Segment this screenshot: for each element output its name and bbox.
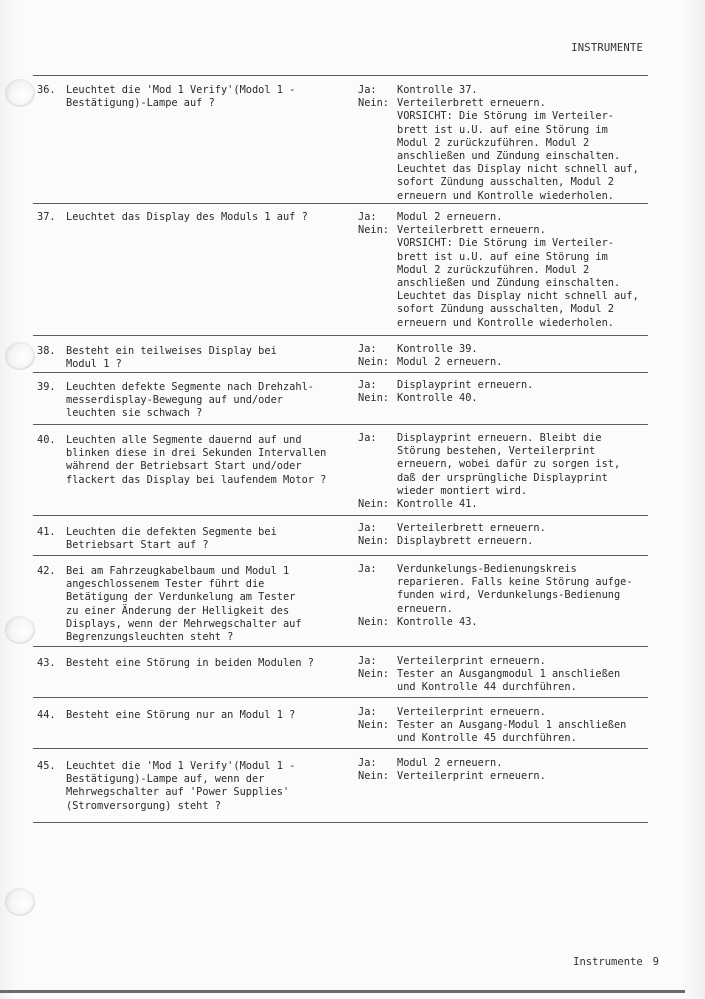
answer-text: Modul 2 erneuern. xyxy=(397,356,503,369)
answer-yes xyxy=(358,379,653,392)
divider xyxy=(33,424,648,425)
answer-label: Ja: xyxy=(358,706,377,718)
answer-text: Tester an Ausgangmodul 1 anschließen und Kontrolle 44 durchführen. xyxy=(397,668,621,694)
answer-label: Ja: xyxy=(358,757,377,769)
question-text: Besteht ein teilweises Display bei Modul 1 ? xyxy=(66,345,277,371)
answer-yes xyxy=(358,432,653,498)
answers xyxy=(358,563,653,629)
question-number: 38. xyxy=(37,345,56,357)
answer-label: Nein: xyxy=(358,498,389,511)
answer-label: Nein: xyxy=(358,356,389,369)
answer-text: Verteilerprint erneuern. xyxy=(397,655,546,667)
page-footer xyxy=(573,956,659,968)
answer-yes xyxy=(358,757,653,770)
answer-label: Ja: xyxy=(358,655,377,667)
answer-text: Verteilerbrett erneuern. VORSICHT: Die Störung im Verteiler- brett ist u.U. auf eine Störung im Modul 2 zurückzuführen. Modul 2 anschließen und Zündung einschalten. Leuchtet das Display nicht schnell auf, sofort Zündung ausschalten, Modul 2 erneuern und Kontrolle wiederholen. xyxy=(397,97,639,202)
question-number: 37. xyxy=(37,211,56,223)
divider xyxy=(33,822,648,823)
answers xyxy=(358,757,653,783)
question-number: 40. xyxy=(37,434,56,446)
question-number: 45. xyxy=(37,760,56,772)
divider xyxy=(33,646,648,647)
divider xyxy=(33,748,648,749)
answer-label: Nein: xyxy=(358,719,389,732)
answer-no xyxy=(358,97,653,203)
answer-no xyxy=(358,616,653,629)
answer-label: Nein: xyxy=(358,770,389,783)
answer-yes xyxy=(358,522,653,535)
answer-text: Kontrolle 41. xyxy=(397,498,478,511)
answer-text: Verteilerprint erneuern. xyxy=(397,770,546,783)
question xyxy=(37,565,352,644)
divider xyxy=(33,515,648,516)
answer-label: Ja: xyxy=(358,379,377,391)
answer-label: Ja: xyxy=(358,563,377,575)
divider xyxy=(33,555,648,556)
answer-yes xyxy=(358,211,653,224)
question-text: Besteht eine Störung nur an Modul 1 ? xyxy=(66,709,296,721)
answer-text: Tester an Ausgang-Modul 1 anschließen und Kontrolle 45 durchführen. xyxy=(397,719,627,745)
question-number: 42. xyxy=(37,565,56,577)
question xyxy=(37,434,352,487)
answer-label: Ja: xyxy=(358,211,377,223)
answer-text: Verdunkelungs-Bedienungskreis reparieren. Falls keine Störung aufge- funden wird, Verdunkelungs-Bedienung erneuern. xyxy=(397,563,633,615)
answers xyxy=(358,706,653,746)
divider xyxy=(33,75,648,76)
answer-yes xyxy=(358,706,653,719)
question-number: 41. xyxy=(37,526,56,538)
divider xyxy=(33,203,648,204)
answer-no xyxy=(358,498,653,511)
question-text: Bei am Fahrzeugkabelbaum und Modul 1 angeschlossenem Tester führt die Betätigung der Verdunkelung am Tester zu einer Änderung der Helligkeit des Displays, wenn der Mehrwegschalter auf Begrenzungsleuchten steht ? xyxy=(66,565,302,644)
answer-text: Verteilerprint erneuern. xyxy=(397,706,546,718)
answers xyxy=(358,522,653,548)
answer-no xyxy=(358,224,653,330)
answer-no xyxy=(358,392,653,405)
punch-hole xyxy=(5,888,35,916)
divider xyxy=(33,335,648,336)
answer-no xyxy=(358,668,653,694)
answer-label: Ja: xyxy=(358,522,377,534)
page-number: 9 xyxy=(652,956,659,968)
question-text: Leuchten defekte Segmente nach Drehzahl- messerdisplay-Bewegung auf und/oder leuchten sie schwach ? xyxy=(66,381,314,420)
question-number: 43. xyxy=(37,657,56,669)
answers xyxy=(358,84,653,203)
answer-text: Displaybrett erneuern. xyxy=(397,535,534,548)
question-text: Leuchten die defekten Segmente bei Betriebsart Start auf ? xyxy=(66,526,277,552)
answer-label: Nein: xyxy=(358,615,389,628)
answer-label: Nein: xyxy=(358,668,389,681)
answer-text: Kontrolle 43. xyxy=(397,615,478,628)
answer-yes xyxy=(358,655,653,668)
answer-text: Kontrolle 40. xyxy=(397,392,478,405)
footer-section: Instrumente xyxy=(573,956,643,968)
question xyxy=(37,345,352,371)
answer-yes xyxy=(358,343,653,356)
answer-label: Nein: xyxy=(358,97,389,110)
question-number: 44. xyxy=(37,709,56,721)
answer-label: Nein: xyxy=(358,224,389,237)
answers xyxy=(358,432,653,511)
question xyxy=(37,526,352,552)
divider xyxy=(33,372,648,373)
punch-hole xyxy=(5,616,35,644)
answer-text: Verteilerbrett erneuern. xyxy=(397,522,546,534)
answer-no xyxy=(358,719,653,745)
question-text: Leuchtet die 'Mod 1 Verify'(Modul 1 - Bestätigung)-Lampe auf, wenn der Mehrwegschalter auf 'Power Supplies' (Stromversorgung) steht ? xyxy=(66,760,296,812)
answer-label: Nein: xyxy=(358,535,389,548)
question-text: Leuchtet die 'Mod 1 Verify'(Modol 1 - Bestätigung)-Lampe auf ? xyxy=(66,84,296,110)
punch-hole xyxy=(5,79,35,107)
question-number: 36. xyxy=(37,84,56,96)
answers xyxy=(358,379,653,405)
answer-text: Displayprint erneuern. xyxy=(397,379,534,391)
question xyxy=(37,211,352,224)
answer-yes xyxy=(358,563,653,616)
answer-text: Verteilerbrett erneuern. VORSICHT: Die Störung im Verteiler- brett ist u.U. auf eine Störung im Modul 2 zurückzuführen. Modul 2 anschließen und Zündung einschalten. Leuchtet das Display nicht schnell auf, sofort Zündung ausschalten, Modul 2 erneuern und Kontrolle wiederholen. xyxy=(397,224,639,329)
answers xyxy=(358,211,653,330)
answer-label: Nein: xyxy=(358,392,389,405)
answer-no xyxy=(358,770,653,783)
question xyxy=(37,84,352,110)
question-text: Leuchten alle Segmente dauernd auf und blinken diese in drei Sekunden Intervallen während der Betriebsart Start und/oder flackert das Display bei laufendem Motor ? xyxy=(66,434,327,486)
answer-yes xyxy=(358,84,653,97)
answers xyxy=(358,655,653,695)
divider xyxy=(33,697,648,698)
answer-text: Modul 2 erneuern. xyxy=(397,757,503,769)
question xyxy=(37,657,352,670)
question-text: Besteht eine Störung in beiden Modulen ? xyxy=(66,657,314,669)
question xyxy=(37,709,352,722)
answer-no xyxy=(358,356,653,369)
answer-label: Ja: xyxy=(358,343,377,355)
question-number: 39. xyxy=(37,381,56,393)
question-text: Leuchtet das Display des Moduls 1 auf ? xyxy=(66,211,308,223)
answer-no xyxy=(358,535,653,548)
answer-text: Kontrolle 39. xyxy=(397,343,478,355)
question xyxy=(37,760,352,813)
answers xyxy=(358,343,653,369)
answer-text: Modul 2 erneuern. xyxy=(397,211,503,223)
question xyxy=(37,381,352,421)
punch-hole xyxy=(5,342,35,370)
page-edge xyxy=(0,990,685,993)
answer-label: Ja: xyxy=(358,432,377,444)
answer-text: Displayprint erneuern. Bleibt die Störung bestehen, Verteilerprint erneuern, wobei dafür zu sorgen ist, daß der ursprüngliche Displayprint wieder montiert wird. xyxy=(397,432,621,497)
answer-label: Ja: xyxy=(358,84,377,96)
section-header: INSTRUMENTE xyxy=(571,42,643,54)
answer-text: Kontrolle 37. xyxy=(397,84,478,96)
